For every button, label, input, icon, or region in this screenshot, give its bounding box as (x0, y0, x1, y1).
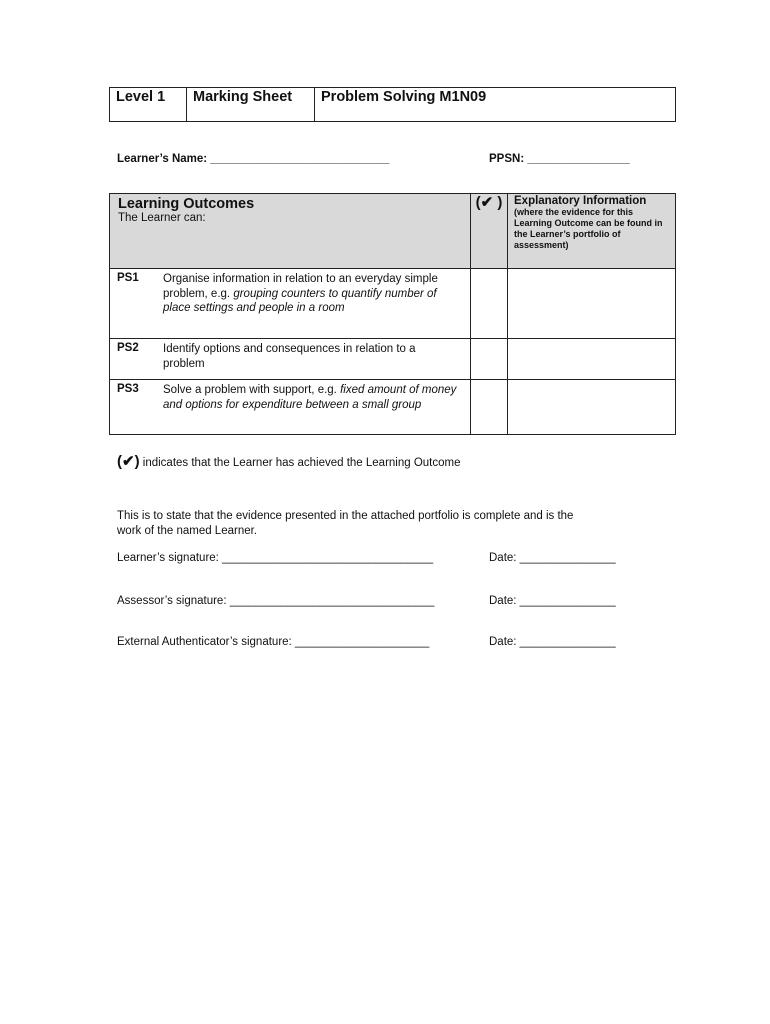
outcomes-header-cell (110, 194, 471, 269)
authenticator-signature-line: External Authenticator’s signature: _____________________ (117, 636, 430, 648)
outcome-evidence-cell[interactable] (508, 269, 676, 339)
outcome-example: grouping counters to quantify number of place settings and people in a room (163, 287, 437, 314)
outcome-row (110, 380, 676, 435)
header-table (109, 87, 676, 122)
outcome-check-cell[interactable] (471, 269, 508, 339)
outcome-text: Solve a problem with support, e.g. fixed amount of money and options for expenditure between a small group (163, 384, 457, 411)
header-level: Level 1 (110, 88, 187, 122)
assessor-signature-line: Assessor’s signature: ________________________________ (117, 595, 435, 607)
check-header: (✔ ) (471, 194, 508, 269)
outcome-code: PS3 (117, 383, 139, 395)
assessor-date-line: Date: _______________ (489, 595, 616, 607)
legend-text: indicates that the Learner has achieved the Learning Outcome (142, 457, 461, 469)
header-sheet: Marking Sheet (187, 88, 315, 122)
outcome-text: Identify options and consequences in relation to a problem (163, 343, 416, 370)
outcome-evidence-cell[interactable] (508, 380, 676, 435)
outcome-text: Organise information in relation to an everyday simple problem, e.g. grouping counters to quantify number of place settings and people in a room (163, 273, 438, 314)
learner-date-line: Date: _______________ (489, 552, 616, 564)
legend (117, 452, 461, 470)
explanatory-header (508, 194, 676, 269)
learning-outcomes-table (109, 193, 676, 435)
header-module: Problem Solving M1N09 (315, 88, 676, 122)
check-mark-icon: (✔) (117, 453, 140, 470)
outcome-row (110, 339, 676, 380)
explanatory-note: (where the evidence for this Learning Outcome can be found in the Learner’s portfolio of assessment) (514, 207, 663, 250)
outcome-row (110, 269, 676, 339)
outcome-evidence-cell[interactable] (508, 339, 676, 380)
statement-line-2: work of the named Learner. (117, 525, 257, 537)
outcome-code: PS2 (117, 342, 139, 354)
learner-name-field: Learner’s Name: ____________________________ (117, 153, 390, 165)
outcome-example: fixed amount of money and options for expenditure between a small group (163, 384, 457, 411)
ppsn-field: PPSN: ________________ (489, 153, 630, 165)
outcomes-subtitle: The Learner can: (118, 212, 206, 224)
outcome-code: PS1 (117, 272, 139, 284)
outcomes-title: Learning Outcomes (118, 196, 255, 212)
statement-line-1: This is to state that the evidence presented in the attached portfolio is complete and is the (117, 510, 574, 522)
explanatory-title: Explanatory Information (514, 195, 647, 207)
authenticator-date-line: Date: _______________ (489, 636, 616, 648)
learner-signature-line: Learner’s signature: _________________________________ (117, 552, 434, 564)
outcome-check-cell[interactable] (471, 380, 508, 435)
outcome-check-cell[interactable] (471, 339, 508, 380)
